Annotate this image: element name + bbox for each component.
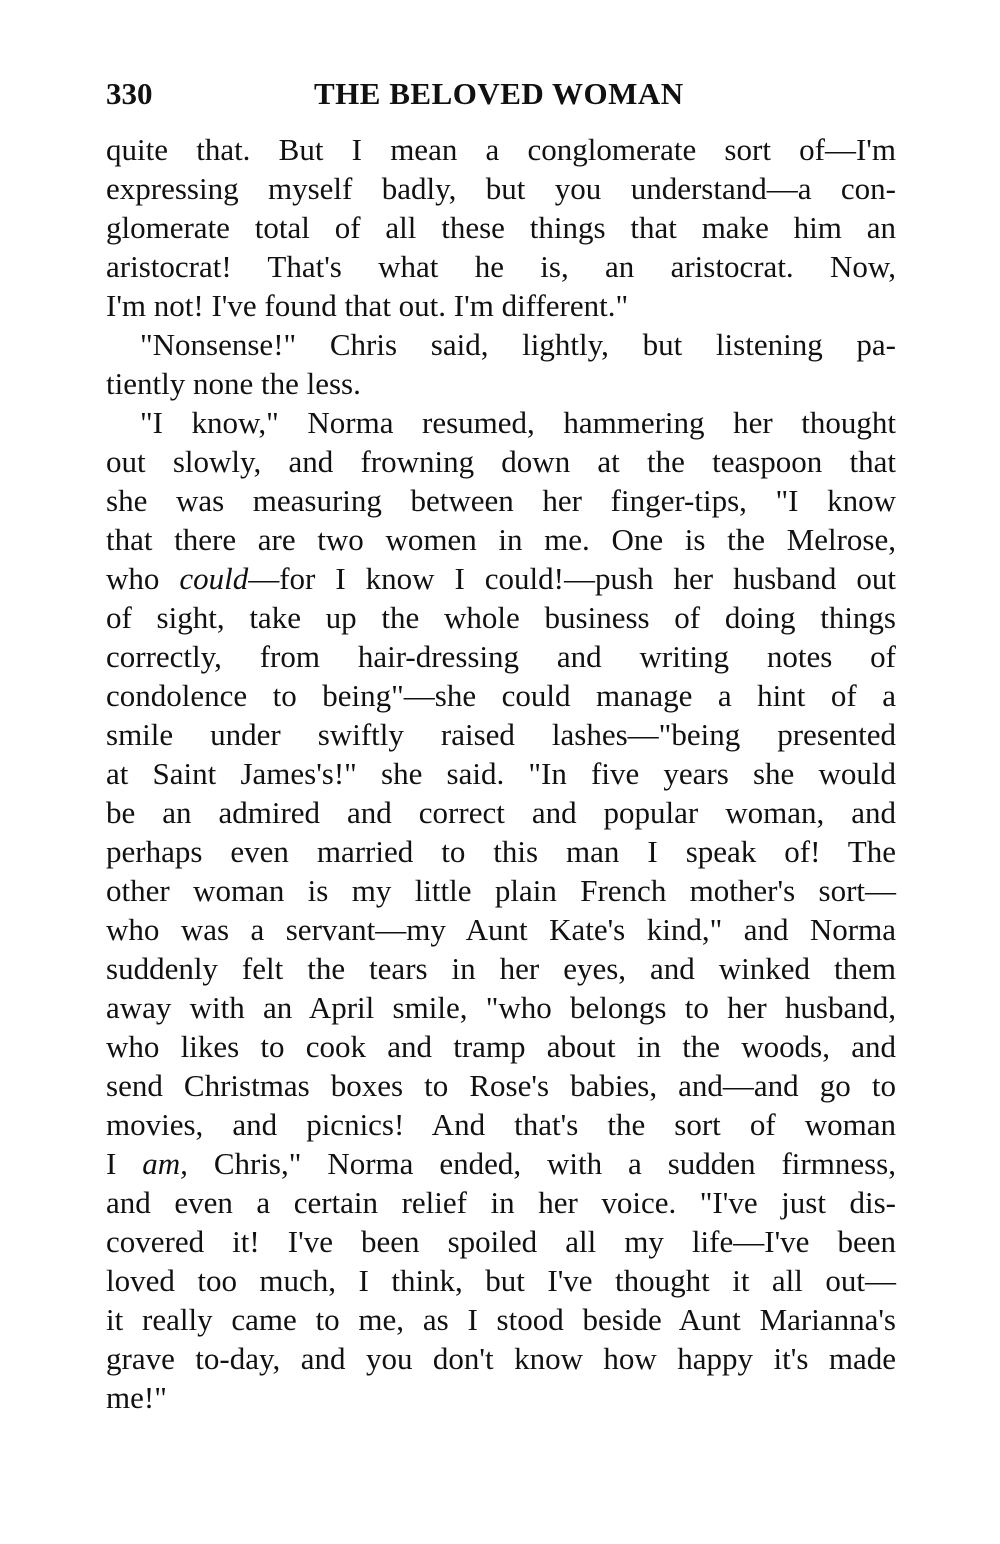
text-line: grave to-day, and you don't know how happy it's made <box>106 1341 896 1376</box>
text-line: covered it! I've been spoiled all my life—I've been <box>106 1224 896 1259</box>
text-line: condolence to being"—she could manage a hint of a <box>106 678 896 713</box>
text-line: "I know," Norma resumed, hammering her thought <box>140 405 896 440</box>
text-line: who likes to cook and tramp about in the woods, and <box>106 1029 896 1064</box>
italic-text: could <box>179 561 249 596</box>
text-line: other woman is my little plain French mother's sort— <box>106 873 896 908</box>
text-line: perhaps even married to this man I speak of! The <box>106 834 896 869</box>
text-line: be an admired and correct and popular woman, and <box>106 795 896 830</box>
text-line <box>106 1144 896 1183</box>
book-page <box>106 72 896 1417</box>
italic-text: am, <box>142 1146 188 1181</box>
text-line: and even a certain relief in her voice. "I've just dis- <box>106 1185 896 1220</box>
text-segment: —for I know I could!—push her husband out <box>248 561 896 596</box>
text-line: of sight, take up the whole business of doing things <box>106 600 896 635</box>
running-title: THE BELOVED WOMAN <box>314 76 684 111</box>
text-line: smile under swiftly raised lashes—"being presented <box>106 717 896 752</box>
text-line: correctly, from hair-dressing and writing notes of <box>106 639 896 674</box>
text-line: at Saint James's!" she said. "In five years she would <box>106 756 896 791</box>
text-line: aristocrat! That's what he is, an aristocrat. Now, <box>106 249 896 284</box>
text-line: movies, and picnics! And that's the sort of woman <box>106 1107 896 1142</box>
text-segment: who <box>106 561 180 596</box>
text-line: away with an April smile, "who belongs to her husband, <box>106 990 896 1025</box>
text-line: who was a servant—my Aunt Kate's kind," and Norma <box>106 912 896 947</box>
text-line: she was measuring between her finger-tips, "I know <box>106 483 896 518</box>
text-line: it really came to me, as I stood beside Aunt Marianna's <box>106 1302 896 1337</box>
text-line: suddenly felt the tears in her eyes, and winked them <box>106 951 896 986</box>
body-text <box>106 130 896 1417</box>
text-line: glomerate total of all these things that make him an <box>106 210 896 245</box>
text-line: tiently none the less. <box>106 366 361 401</box>
text-line: I'm not! I've found that out. I'm different." <box>106 288 629 323</box>
page-header <box>106 72 896 116</box>
text-segment: Chris," Norma ended, with a sudden firmness, <box>187 1146 896 1181</box>
text-line: send Christmas boxes to Rose's babies, and—and go to <box>106 1068 896 1103</box>
text-line: out slowly, and frowning down at the teaspoon that <box>106 444 896 479</box>
page-number: 330 <box>106 76 153 111</box>
text-line: "Nonsense!" Chris said, lightly, but listening pa- <box>140 327 896 362</box>
text-line: quite that. But I mean a conglomerate sort of—I'm <box>106 132 896 167</box>
text-line: me!" <box>106 1380 167 1415</box>
text-line: expressing myself badly, but you understand—a con- <box>106 171 896 206</box>
text-line <box>106 559 896 598</box>
text-line: that there are two women in me. One is the Melrose, <box>106 522 896 557</box>
text-line: loved too much, I think, but I've thought it all out— <box>106 1263 896 1298</box>
text-segment: I <box>106 1146 143 1181</box>
